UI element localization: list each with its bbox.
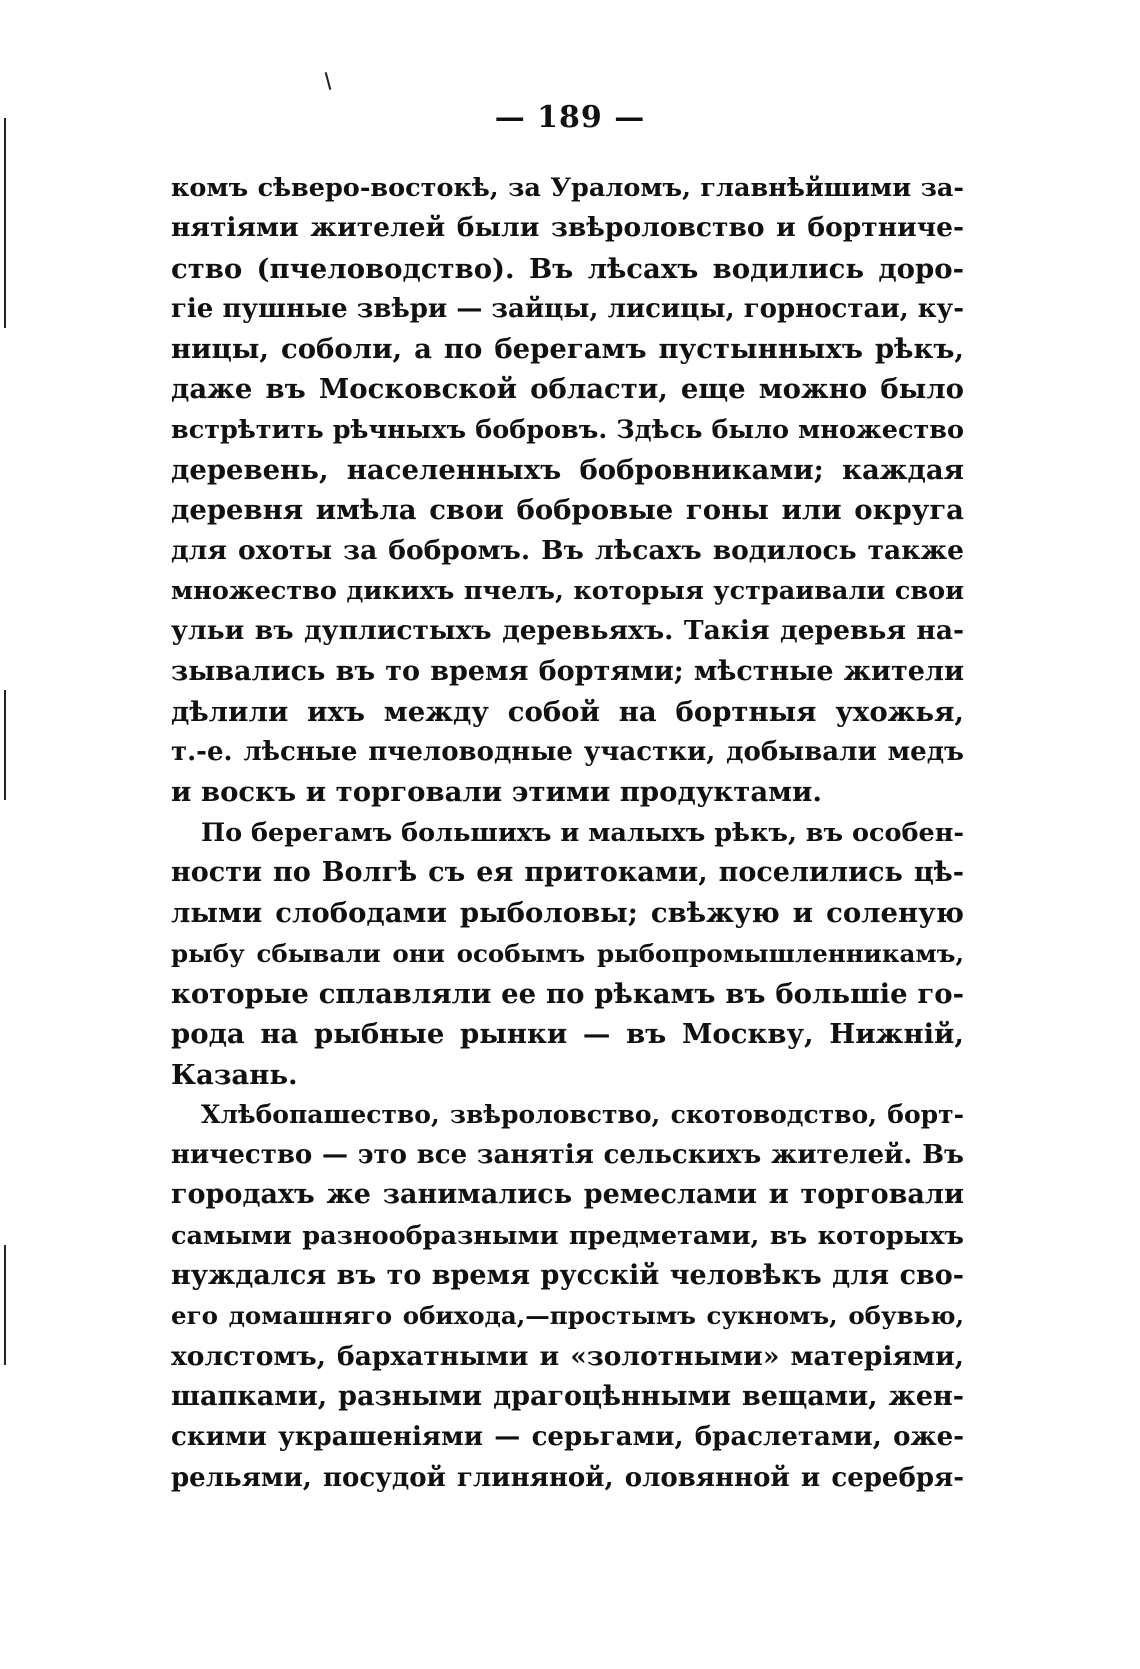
scan-mark	[4, 1245, 6, 1365]
text-line: ство (пчеловодство). Въ лѣсахъ водились доро-	[171, 252, 964, 285]
text-line: т.-е. лѣсные пчеловодные участки, добывали медъ	[171, 737, 964, 768]
text-line: рельями, посудой глиняной, оловянной и серебря-	[171, 1462, 964, 1493]
text-line: встрѣтить рѣчныхъ бобровъ. Здѣсь было множество	[171, 414, 964, 445]
text-line: По берегамъ большихъ и малыхъ рѣкъ, въ особен-	[201, 817, 964, 848]
body-text	[171, 168, 964, 1498]
text-line: комъ сѣверо-востокѣ, за Ураломъ, главнѣйшими за-	[171, 173, 964, 203]
text-line: деревня имѣла свои бобровые гоны или округа	[171, 494, 964, 527]
page-number: — 189 —	[494, 100, 646, 135]
text-line: холстомъ, бархатными и «золотными» матеріями,	[171, 1340, 964, 1372]
text-line: шапками, разными драгоцѣнными вещами, жен-	[171, 1380, 964, 1412]
scan-mark	[4, 118, 6, 328]
text-line: деревень, населенныхъ бобровниками; каждая	[171, 454, 964, 487]
text-line: даже въ Московской области, еще можно было	[171, 373, 964, 406]
text-line: самыми разнообразными предметами, въ которыхъ	[171, 1220, 964, 1251]
text-line: Казань.	[171, 1058, 298, 1091]
text-line: Хлѣбопашество, звѣроловство, скотоводство, борт-	[201, 1099, 964, 1129]
text-line: множество дикихъ пчелъ, которыя устраивали свои	[171, 575, 964, 606]
text-line: его домашняго обихода,—простымъ сукномъ, обувью,	[171, 1301, 964, 1331]
text-line: ульи въ дуплистыхъ деревьяхъ. Такія деревья на-	[171, 615, 964, 647]
text-line: нуждался въ то время русскій человѣкъ для сво-	[171, 1260, 964, 1292]
text-line: зывались въ то время бортями; мѣстные жители	[171, 655, 964, 687]
text-line: рода на рыбные рынки — въ Москву, Нижній,	[171, 1018, 964, 1051]
scan-mark	[325, 72, 332, 90]
text-line: ничество — это все занятія сельскихъ жителей. Въ	[171, 1140, 964, 1171]
text-line: которые сплавляли ее по рѣкамъ въ большіе го-	[171, 977, 964, 1010]
scan-mark	[4, 690, 6, 800]
text-line: ницы, соболи, а по берегамъ пустынныхъ рѣкъ,	[171, 333, 964, 366]
text-line: городахъ же занимались ремеслами и торговали	[171, 1179, 964, 1211]
text-line: нятіями жителей были звѣроловство и бортниче-	[171, 212, 964, 244]
text-line: рыбу сбывали они особымъ рыбопромышленникамъ,	[171, 938, 964, 968]
text-line: дѣлили ихъ между собой на бортныя ухожья,	[171, 695, 964, 728]
text-line: ности по Волгѣ съ ея притоками, поселились цѣ-	[171, 857, 964, 889]
text-line: для охоты за бобромъ. Въ лѣсахъ водилось также	[171, 534, 964, 566]
text-line: скими украшеніями — серьгами, браслетами, оже-	[171, 1422, 964, 1453]
text-line: и воскъ и торговали этими продуктами.	[171, 776, 823, 809]
text-line: лыми слободами рыболовы; свѣжую и соленую	[171, 897, 964, 930]
text-line: гіе пушные звѣри — зайцы, лисицы, горностаи, ку-	[171, 293, 964, 324]
